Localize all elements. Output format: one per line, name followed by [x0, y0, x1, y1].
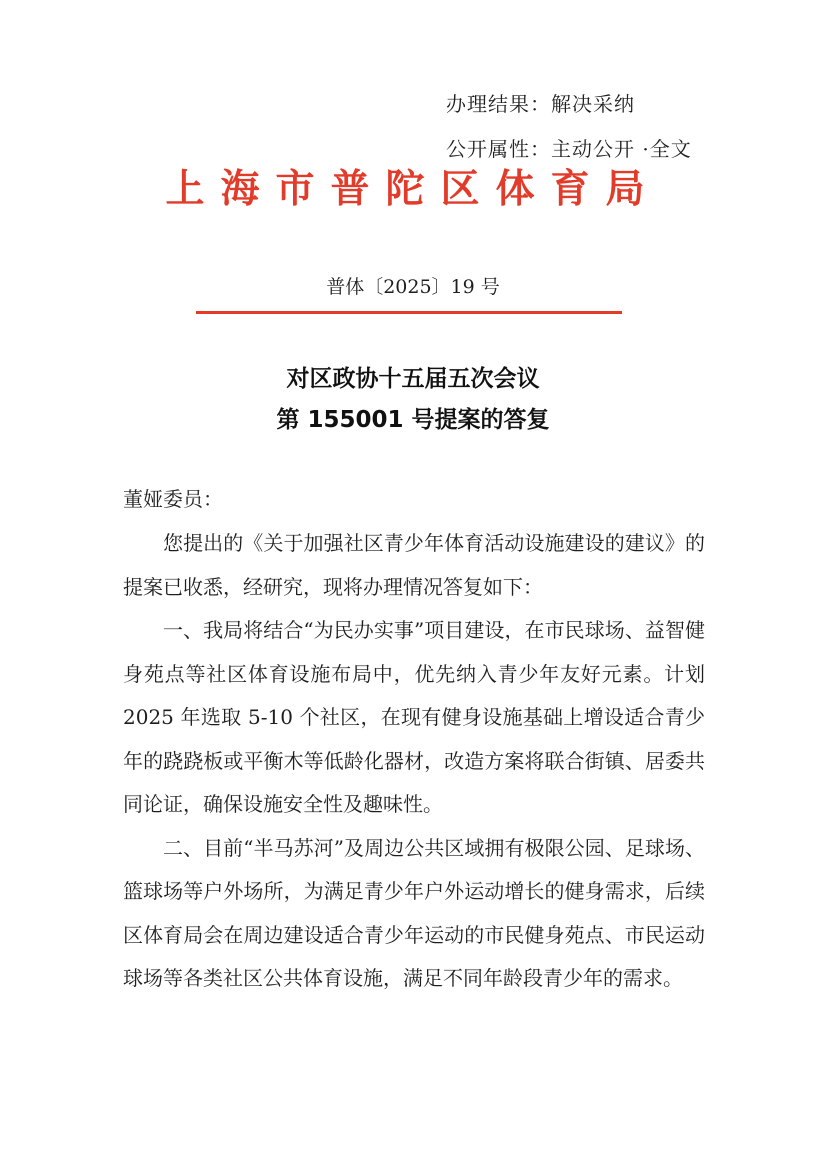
issuing-organization-title: 上海市普陀区体育局	[165, 166, 661, 212]
document-title-line-1: 对区政协十五届五次会议	[286, 366, 540, 392]
disclosure-attribute-value: 主动公开 ·全文	[551, 137, 692, 161]
body-paragraph-intro: 您提出的《关于加强社区青少年体育活动设施建设的建议》的提案已收悉，经研究，现将办理情况答复如下：	[123, 531, 705, 599]
document-number: 普体〔2025〕19 号	[326, 276, 500, 298]
processing-result-label: 办理结果：	[446, 92, 551, 116]
disclosure-attribute-label: 公开属性：	[446, 137, 551, 161]
reply-body	[123, 522, 705, 1001]
body-paragraph-2: 二、目前“半马苏河”及周边公共区域拥有极限公园、足球场、篮球场等户外场所，为满足青少年户外运动增长的健身需求，后续区体育局会在周边建设适合青少年运动的市民健身苑点、市民运动球场等各类社区公共体育设施，满足不同年龄段青少年的需求。	[123, 835, 705, 990]
salutation: 董娅委员：	[123, 487, 223, 511]
processing-result-value: 解决采纳	[551, 92, 635, 116]
red-divider-line	[196, 311, 622, 314]
body-paragraph-1: 一、我局将结合“为民办实事”项目建设，在市民球场、益智健身苑点等社区体育设施布局中，优先纳入青少年友好元素。计划 2025 年选取 5-10 个社区，在现有健身设施基础上增设适合青少年的跷跷板或平衡木等低龄化器材，改造方案将联合街镇、居委共同论证，确保设施安全性及趣味性。	[123, 618, 705, 816]
processing-result	[446, 88, 635, 117]
document-title-line-2: 第 155001 号提案的答复	[276, 407, 550, 433]
